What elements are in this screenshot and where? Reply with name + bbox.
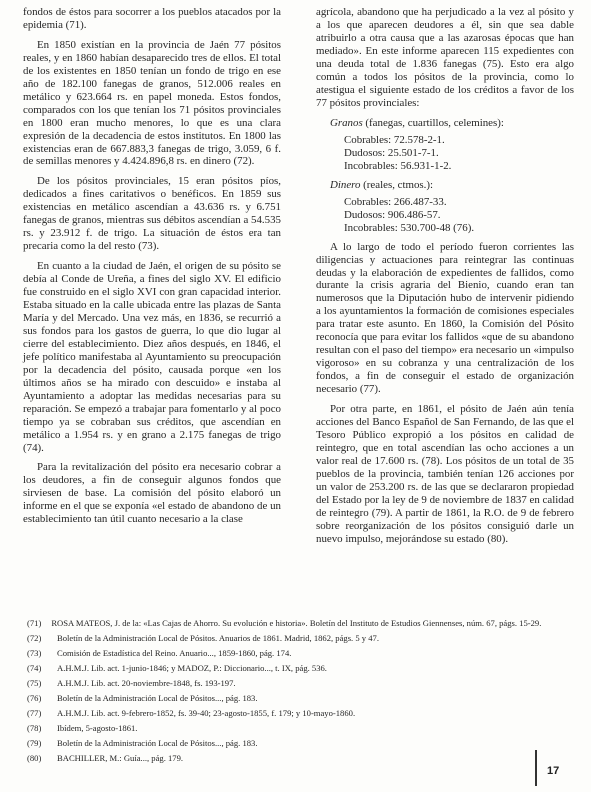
dinero-heading-label: Dinero [330, 178, 361, 191]
list-item: Incobrables: 530.700-48 (76). [344, 221, 475, 234]
paragraph: A lo largo de todo el período fueron corrientes las diligencias y actuaciones para reintegrar las continuas deudas y la elaboración de expedientes de fallidos, como durante la crisis agraria del Bienio, cuando eran tan numerosos que la Diputación hubo de intervenir pidiendo a los ayuntamientos la formación de comisiones especiales para tratar este asunto. En 1860, la Comisión del Pósito reconocía que para evitar los fallidos «que de su abandono resultan con el paso del tiempo» era necesario un «impulso vigoroso» en su cobranza y una centralización de los fondos, a fin de conseguir el estado de organización necesario (77). [316, 240, 574, 396]
paragraph: En 1850 existían en la provincia de Jaén 77 pósitos reales, y en 1860 habían desaparecido tres de ellos. El total de los existentes en 1850 tenían un fondo de trigo en ese año de 182.100 fanegas de granos, 512.006 reales en metálico y 623.664 rs. en papel moneda. Estos fondos, comparados con los que tenían los 71 pósitos provinciales en 1800 eran mucho menores, lo que es una clara expresión de la decadencia de estos institutos. En 1800 las existencias eran de 667.883,3 fanegas de trigo, 3.059, 6 f. de semillas menores y 4.424.896,8 rs. en dinero (72). [23, 38, 281, 168]
granos-heading [316, 117, 574, 130]
footnote-text: A.H.M.J. Lib. act. 9-febrero-1852, fs. 39-40; 23-agosto-1855, f. 179; y 10-mayo-1860. [57, 708, 356, 718]
footnote [23, 618, 571, 629]
footnote [23, 723, 571, 734]
folio-rule [535, 750, 537, 786]
footnote [23, 738, 571, 749]
dinero-list [316, 179, 574, 235]
footnote-number: (71) [27, 618, 42, 628]
paragraph: De los pósitos provinciales, 15 eran pósitos píos, dedicados a fines caritativos o benéficos. En 1859 sus existencias en metálico ascendían a 43.636 rs. y 6.751 fanegas de granos, mientras sus débitos ascendían a 54.535 rs. y 23.912 f. de trigo. La situación de éstos era tan precaria como la del resto (73). [23, 175, 281, 253]
footnote-number: (73) [27, 648, 42, 658]
dinero-units: (reales, ctmos.): [360, 178, 434, 191]
granos-heading-label: Granos [330, 116, 363, 129]
list-item: Incobrables: 56.931-1-2. [344, 159, 452, 172]
footnote-text: Boletín de la Administración Local de Pósitos. Anuarios de 1861. Madrid, 1862, págs. 5 y 47. [57, 633, 379, 643]
right-column [316, 6, 574, 553]
footnote-number: (78) [27, 723, 42, 733]
footnote-number: (79) [27, 738, 42, 748]
footnote-text: BACHILLER, M.: Guía..., pág. 179. [57, 753, 184, 763]
footnote-text: Ibídem, 5-agosto-1861. [57, 723, 138, 733]
dinero-heading [316, 179, 574, 192]
footnote-text: A.H.M.J. Lib. act. 1-junio-1846; y MADOZ, P.: Diccionario..., t. IX, pág. 536. [57, 663, 327, 673]
footnote-number: (72) [27, 633, 42, 643]
paragraph: En cuanto a la ciudad de Jaén, el origen de su pósito se debía al Conde de Ureña, a fines del siglo XV. El edificio fue construido en el siglo XVI con gran capacidad interior. Estaba situado en la calle ubicada entre las plazas de Santa María y del Mercado. Una vez más, en 1836, se recurrió a sus fondos para los gastos de guerra, lo que dio lugar al cierre del establecimiento. Diez años después, en 1846, el jefe político manifestaba al Ayuntamiento su preocupación por la decadencia del pósito, causada porque «en los últimos años se ha mirado con descuido» e instaba al Ayuntamiento a adoptar las medidas necesarias para su reparación. Se empezó a trabajar para fomentarlo y al poco tiempo ya se cobraban sus créditos, que ascendían en metálico a 1.954 rs. y en grano a 2.175 fanegas de trigo (74). [23, 260, 281, 454]
list-item: Cobrables: 266.487-33. [344, 195, 447, 208]
footnote [23, 708, 571, 719]
page-number: 17 [547, 765, 560, 777]
list-item: Cobrables: 72.578-2-1. [344, 133, 445, 146]
footnote-text: A.H.M.J. Lib. act. 20-noviembre-1848, fs. 193-197. [57, 678, 236, 688]
footnote-text: ROSA MATEOS, J. de la: «Las Cajas de Ahorro. Su evolución e historia». Boletín del Instituto de Estudios Giennenses, núm. 67, págs. 15-29. [51, 618, 542, 628]
footnote-number: (77) [27, 708, 42, 718]
paragraph: Para la revitalización del pósito era necesario cobrar a los deudores, a fin de conseguir algunos fondos que sirviesen de base. La comisión del pósito elaboró un informe en el que se exponía «el estado de abandono de un establecimiento tan útil cuanto necesario a la clase [23, 461, 281, 526]
footnote [23, 663, 571, 674]
footnote-number: (74) [27, 663, 42, 673]
footnote-number: (80) [27, 753, 42, 763]
paragraph: Por otra parte, en 1861, el pósito de Jaén aún tenía acciones del Banco Español de San Fernando, de las que el Tesoro Público expropió a los pósitos en calidad de reintegro, que en total ascendían las ocho acciones a un valor real de 17.600 rs. (78). Los pósitos de un total de 35 pueblos de la provincia, también tenían 126 acciones por un valor de 253.200 rs. de las que se declararon propiedad del Estado por la ley de 9 de noviembre de 1837 en calidad de reintegro (79). A partir de 1861, la R.O. de 9 de febrero sobre reorganización de los pósitos consiguió darle un nuevo impulso, mejorándose su estado (80). [316, 403, 574, 545]
paragraph: agrícola, abandono que ha perjudicado a la vez al pósito y a los que aparecen deudores a él, sin que sea dable atribuirlo a otra causa que a las azarosas épocas que han mediado». En este informe aparecen 115 expedientes con una deuda total de 1.836 fanegas (75). Esto era algo común a todos los pósitos de la provincia, como lo atestigua el siguiente estado de los créditos a favor de los 77 pósitos provinciales: [316, 6, 574, 109]
left-column [23, 6, 281, 533]
footnote [23, 648, 571, 659]
footnote-text: Boletín de la Administración Local de Pósitos..., pág. 183. [57, 693, 258, 703]
footnotes [23, 618, 571, 768]
list-item: Dudosos: 906.486-57. [344, 208, 441, 221]
list-item: Dudosos: 25.501-7-1. [344, 146, 439, 159]
footnote [23, 633, 571, 644]
footnote [23, 678, 571, 689]
footnote [23, 753, 571, 764]
footnote-number: (75) [27, 678, 42, 688]
footnote-text: Boletín de la Administración Local de Pósitos..., pág. 183. [57, 738, 258, 748]
granos-units: (fanegas, cuartillos, celemines): [362, 116, 504, 129]
footnote-number: (76) [27, 693, 42, 703]
paragraph: fondos de éstos para socorrer a los pueblos atacados por la epidemia (71). [23, 6, 281, 31]
footnote-text: Comisión de Estadística del Reino. Anuario..., 1859-1860, pág. 174. [57, 648, 292, 658]
granos-list [316, 117, 574, 173]
footnote [23, 693, 571, 704]
